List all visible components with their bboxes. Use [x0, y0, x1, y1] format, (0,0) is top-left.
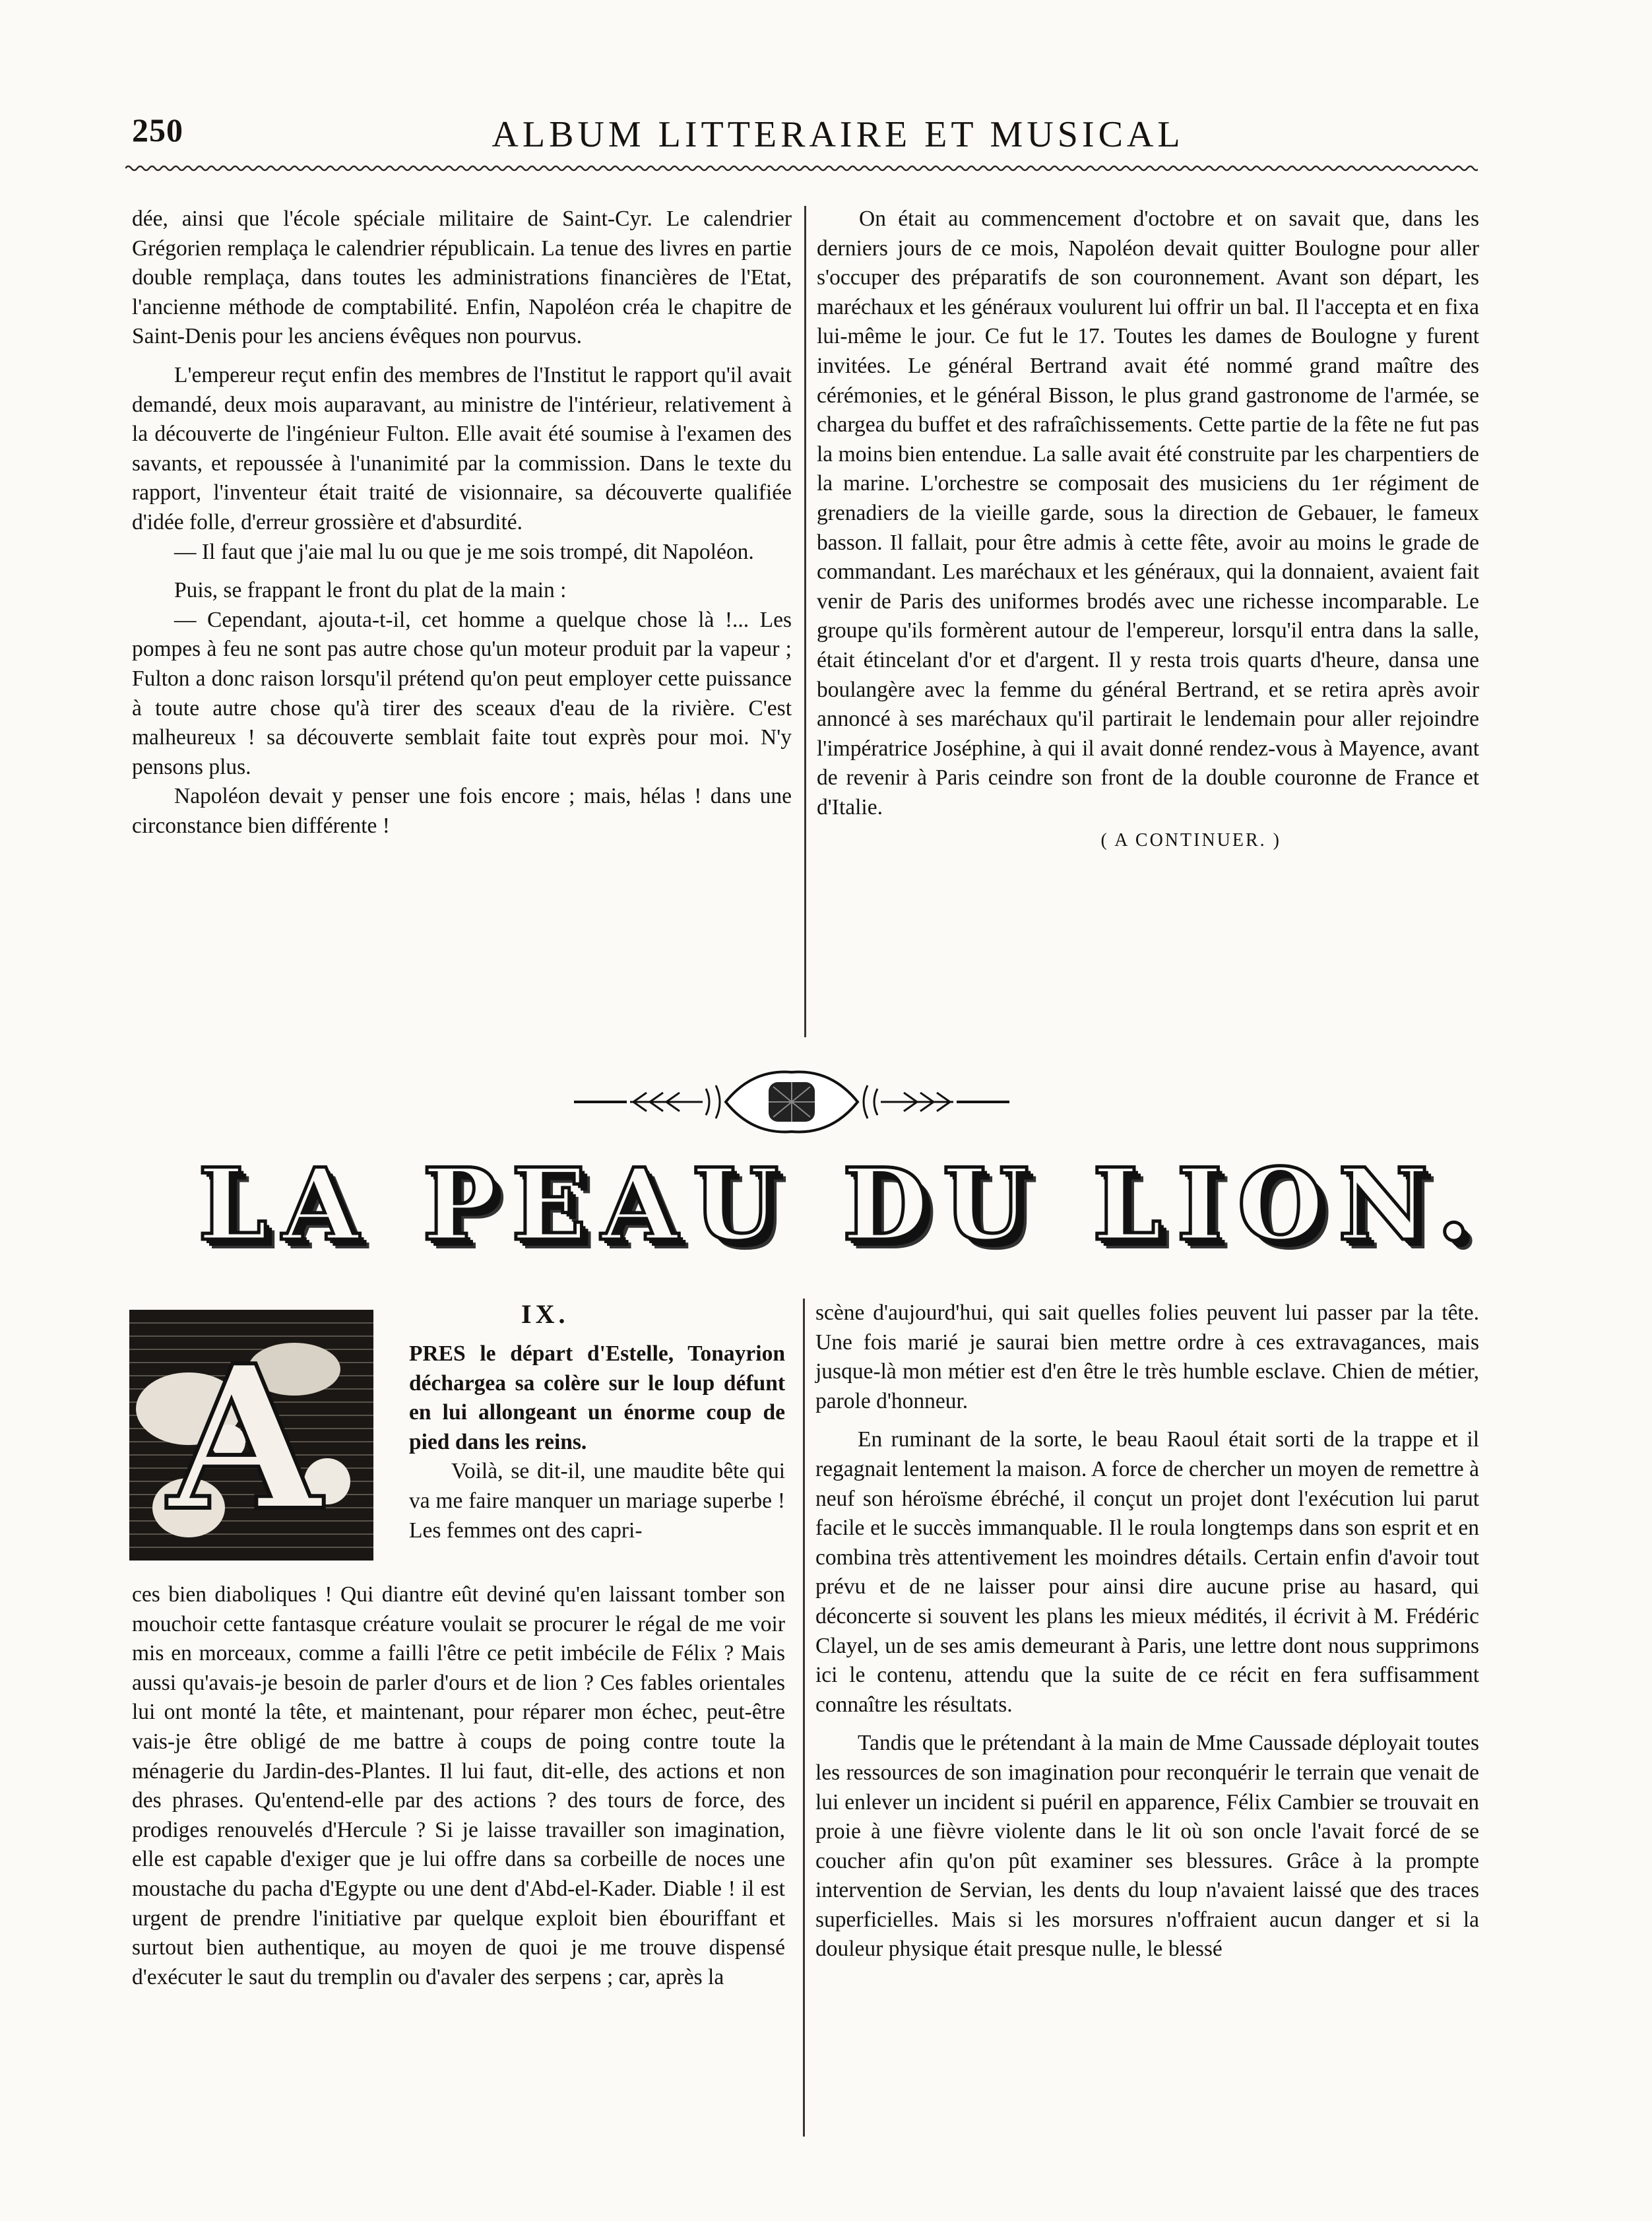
- paragraph: ces bien diaboliques ! Qui diantre eût deviné qu'en laissant tomber son mouchoir cette fantasque créature voulait se procurer le régal de me voir mis en morceaux, comme a failli l'être ce petit imbécile de Félix ? Mais aussi qu'avais-je besoin de parler d'ours et de lion ? Ces fables orientales lui ont monté la tête, et maintenant, pour réparer mon échec, peut-être vais-je être obligé de me battre à coups de poing contre toute la ménagerie du Jardin-des-Plantes. Il lui faut, dit-elle, des actions et non des phrases. Qu'entend-elle par des actions ? des tours de force, des prodiges renouvelés d'Hercule ? Si je laisse travailler son imagination, elle est capable d'exiger que je lui offre dans sa corbeille de noces une moustache du pacha d'Egypte ou une dent d'Abd-el-Kader. Diable ! il est urgent de prendre l'initiative par quelque exploit bien ébouriffant et surtout bien authentique, au moyen de quoi je me trouve dispensé d'exécuter le saut du tremplin ou d'avaler des serpens ; car, après la: [132, 1582, 785, 1989]
- paragraph: On était au commencement d'octobre et on savait que, dans les derniers jours de ce mois, Napoléon devait quitter Boulogne pour aller s'occuper des préparatifs de son couronnement. Avant son départ, les maréchaux et les généraux voulurent lui offrir un bal. Il l'accepta et en fixa lui-même le jour. Ce fut le 17. Toutes les dames de Boulogne y furent invitées. Le général Bertrand avait été nommé grand maître des cérémonies, et le général Bisson, le plus grand gastronome de l'armée, se chargea du buffet et des rafraîchissements. Cette partie de la fête ne fut pas la moins bien entendue. La salle avait été construite par les charpentiers de la marine. L'orchestre se composait des musiciens du 1er régiment de grenadiers de la vieille garde, sous la direction de Gebauer, le fameux basson. Il fallait, pour être admis à cette fête, avoir au moins le grade de commandant. Les maréchaux et les généraux, qui la donnaient, avaient fait venir de Paris des uniformes brodés avec une richesse incomparable. Le groupe qu'ils formèrent autour de l'empereur, lorsqu'il entra dans la salle, était étincelant d'or et d'argent. Il y resta trois quarts d'heure, dansa une boulangère avec la femme du général Bertrand, et se retira après avoir annoncé à ses maréchaux qu'il partirait le lendemain pour aller rejoindre l'impératrice Joséphine, à qui il avait donné rendez-vous à Mayence, avant de revenir à Paris ceindre son front de la double couronne de France et d'Italie.: [817, 207, 1479, 820]
- paragraph: scène d'aujourd'hui, qui sait quelles folies peuvent lui passer par la tête. Une fois marié je saurai bien mettre ordre à ces extravagances, mais jusque-là mon métier est d'en être le très humble esclave. Chien de métier, parole d'honneur.: [815, 1301, 1479, 1413]
- story-wrapped-text: [409, 1339, 785, 1545]
- paragraph: Puis, se frappant le front du plat de la main :: [174, 578, 567, 603]
- drop-cap-letter: A: [168, 1322, 322, 1555]
- column-divider: [804, 206, 806, 1037]
- paragraph: En ruminant de la sorte, le beau Raoul était sorti de la trappe et il regagnait lentement la maison. A force de chercher un moyen de remettre à neuf son héroïsme ébréché, il conçut un projet dont l'exécution lui parut facile et le succès immanquable. Il le roula longtemps dans son esprit et en combina très attentivement les moindres détails. Certain enfin d'avoir tout prévu et de ne laisser pour ainsi dire aucune prise au hasard, qui déconcerte si souvent les plans les mieux médités, il écrivit à M. Frédéric Clayel, un de ses amis demeurant à Paris, une lettre dont nous supprimons ici le contenu, attendu que la suite de ce récit en fera suffisamment connaître les résultats.: [815, 1427, 1479, 1717]
- story-right-column: [815, 1299, 1479, 1964]
- paragraph: Tandis que le prétendant à la main de Mme Caussade déployait toutes les ressources de son imagination pour reconquérir le terrain que venait de lui enlever un incident si puéril en apparence, Félix Cambier se trouvait en proie à une fièvre violente dans le lit où son oncle l'avait forcé de se coucher afin qu'on pût examiner ses blessures. Grâce à la prompte intervention de Servian, les dents du loup n'avaient laissé que des traces superficielles. Mais si les morsures n'offraient aucun danger et si la douleur physique était presque nulle, le blessé: [815, 1731, 1479, 1962]
- paragraph: — Il faut que j'aie mal lu ou que je me sois trompé, dit Napoléon.: [174, 539, 754, 564]
- page-number: 250: [132, 112, 183, 148]
- column-divider: [803, 1299, 805, 2137]
- paragraph: Napoléon devait y penser une fois encore ; mais, hélas ! dans une circonstance bien différente !: [132, 784, 792, 838]
- running-title: ALBUM LITTERAIRE ET MUSICAL: [492, 114, 1184, 155]
- story-title: LA PEAU DU LION.: [198, 1147, 1486, 1263]
- header-wave-rule: [125, 164, 1478, 173]
- paragraph: — Cependant, ajouta-t-il, cet homme a quelque chose là !... Les pompes à feu ne sont pas autre chose qu'un moteur produit par la vapeur ; Fulton a donc raison lorsqu'il prétend qu'on peut employer cette puissance à toute autre chose qu'à tirer des sceaux d'eau de la rivière. C'est malheureux ! sa découverte semblait faite tout exprès pour moi. N'y pensons plus.: [132, 607, 792, 779]
- paragraph: L'empereur reçut enfin des membres de l'Institut le rapport qu'il avait demandé, deux mois auparavant, au ministre de l'intérieur, relativement à la découverte de l'ingénieur Fulton. Elle avait été soumise à l'examen des savants, et repoussée à l'unanimité par la commission. Dans le texte du rapport, l'inventeur était traité de visionnaire, sa découverte qualifiée d'idée folle, d'erreur grossière et d'absurdité.: [132, 362, 792, 534]
- chapter-number: IX.: [521, 1299, 569, 1329]
- article-left-column: [132, 205, 792, 841]
- continuation-note: ( A CONTINUER. ): [1100, 830, 1281, 851]
- ornamental-divider-icon: [567, 1066, 1016, 1138]
- paragraph: dée, ainsi que l'école spéciale militaire de Saint-Cyr. Le calendrier Grégorien remplaça le calendrier républicain. La tenue des livres en partie double remplaça, dans toutes les administrations financières de l'Etat, l'ancienne méthode de comptabilité. Enfin, Napoléon créa le chapitre de Saint-Denis pour les anciens évêques non pourvus.: [132, 207, 792, 349]
- paragraph: PRES le départ d'Estelle, Tonayrion déchargea sa colère sur le loup défunt en lui allongeant un énorme coup de pied dans les reins.: [409, 1341, 785, 1454]
- drop-cap-engraving-icon: [129, 1310, 373, 1561]
- paragraph: Voilà, se dit-il, une maudite bête qui va me faire manquer un mariage superbe ! Les femmes ont des capri-: [409, 1459, 785, 1543]
- article-right-column: [817, 205, 1479, 856]
- story-left-column: [132, 1580, 785, 1992]
